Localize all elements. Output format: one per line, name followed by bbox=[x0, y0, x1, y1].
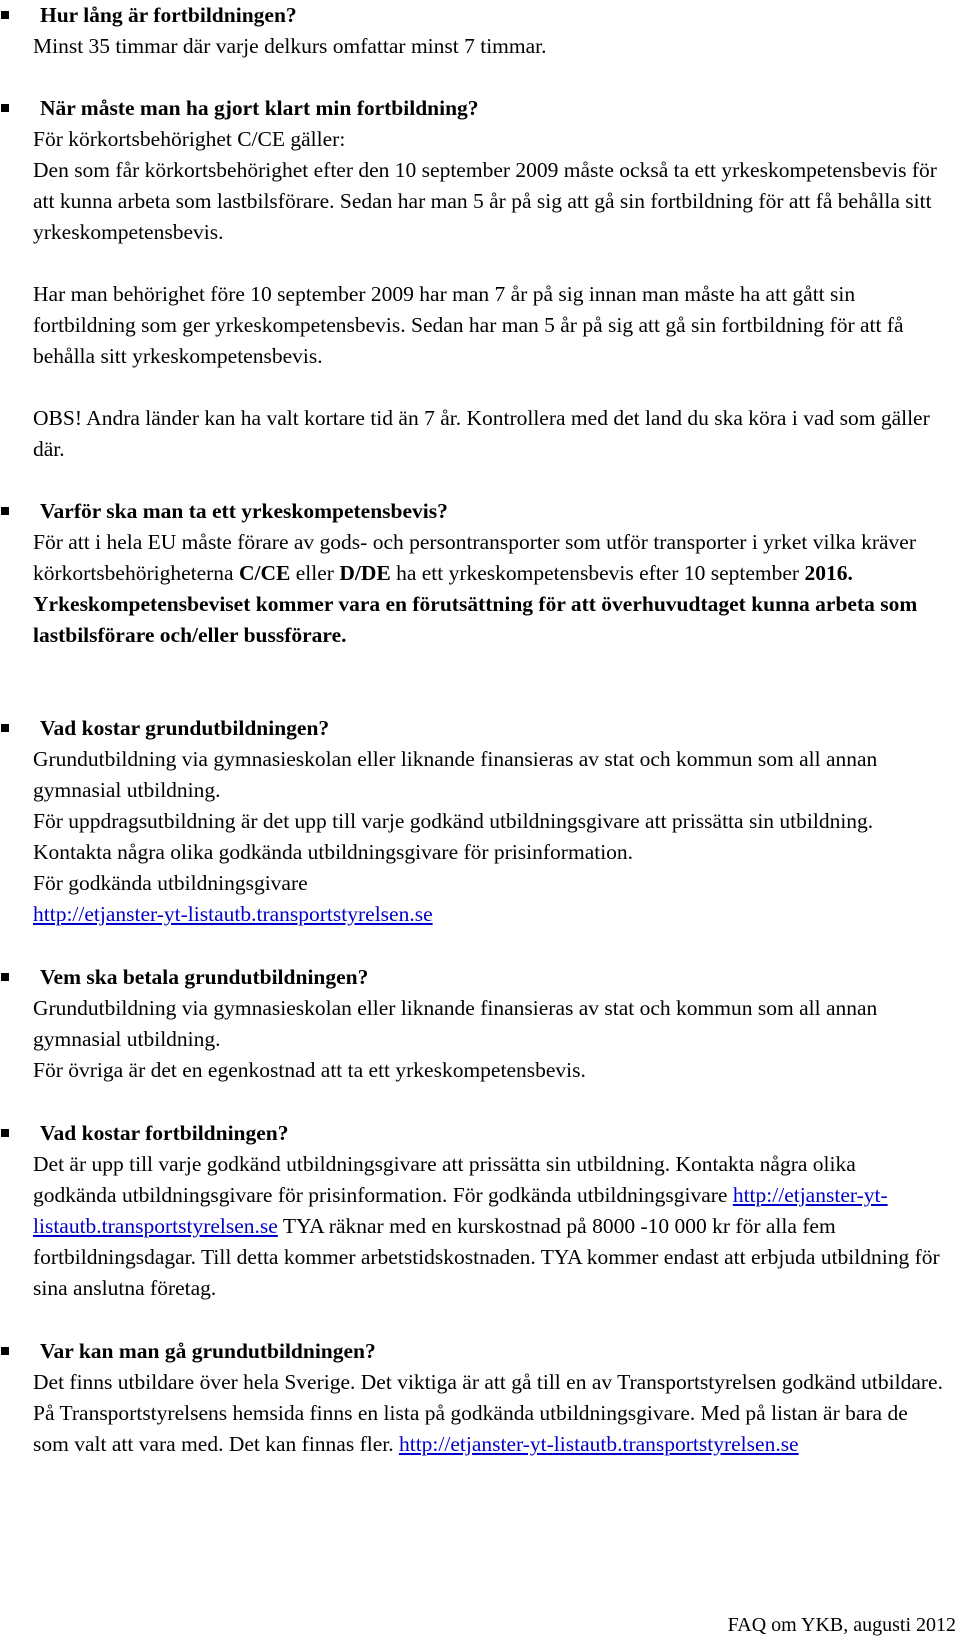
faq-answer bbox=[0, 527, 943, 651]
faq-question-text: Vad kostar grundutbildningen? bbox=[40, 716, 330, 740]
faq-question bbox=[0, 496, 960, 527]
provider-list-link[interactable]: http://etjanster-yt-listautb.transportstyrelsen.se bbox=[33, 1183, 888, 1238]
faq-item-deadline bbox=[0, 93, 960, 465]
answer-paragraph: OBS! Andra länder kan ha valt kortare tid än 7 år. Kontrollera med det land du ska köra i vad som gäller där. bbox=[33, 406, 930, 461]
bullet-square-icon bbox=[1, 973, 9, 981]
answer-paragraph: För uppdragsutbildning är det upp till varje godkänd utbildningsgivare att prissätta sin utbildning. Kontakta några olika godkända utbildningsgivare för prisinformation. bbox=[33, 809, 874, 864]
license-class-text: D/DE bbox=[339, 561, 391, 585]
answer-text: Det är upp till varje godkänd utbildningsgivare att prissätta sin utbildning. Kontakta några olika godkända utbildningsgivare för prisinformation. För godkända utbildningsgivare bbox=[33, 1152, 856, 1207]
answer-paragraph bbox=[33, 1367, 943, 1460]
answer-text: TYA räknar med en kurskostnad på 8000 -10 000 kr för alla fem fortbildningsdagar. Till detta kommer arbetstidskostnaden. TYA kommer endast att erbjuda utbildning för sina anslutna företag. bbox=[33, 1214, 940, 1300]
faq-question-text: Hur lång är fortbildningen? bbox=[40, 3, 297, 27]
answer-text: ha ett yrkeskompetensbevis efter 10 september bbox=[390, 561, 805, 585]
faq-answer bbox=[0, 1149, 943, 1304]
page-footer: FAQ om YKB, augusti 2012 bbox=[727, 1614, 956, 1636]
faq-question bbox=[0, 713, 960, 744]
bullet-square-icon bbox=[1, 104, 9, 112]
bullet-square-icon bbox=[1, 1347, 9, 1355]
faq-item-basic-cost bbox=[0, 713, 960, 930]
faq-question-text: Varför ska man ta ett yrkeskompetensbevis? bbox=[40, 499, 448, 523]
faq-answer bbox=[0, 1367, 943, 1460]
faq-item-further-cost bbox=[0, 1118, 960, 1304]
faq-answer bbox=[0, 744, 943, 930]
answer-paragraph: Har man behörighet före 10 september 2009 har man 7 år på sig innan man måste ha att gått sin fortbildning som ger yrkeskompetensbevis. Sedan har man 5 år på sig att gå sin fortbildning för att få behålla sitt yrkeskompetensbevis. bbox=[33, 282, 904, 368]
bullet-square-icon bbox=[1, 1129, 9, 1137]
faq-question-text: Vad kostar fortbildningen? bbox=[40, 1121, 289, 1145]
faq-question bbox=[0, 962, 960, 993]
bullet-square-icon bbox=[1, 11, 9, 19]
faq-question bbox=[0, 1336, 960, 1367]
answer-paragraph: För övriga är det en egenkostnad att ta ett yrkeskompetensbevis. bbox=[33, 1058, 586, 1082]
faq-question bbox=[0, 0, 960, 31]
answer-paragraph bbox=[33, 1149, 943, 1304]
faq-item-why-certificate bbox=[0, 496, 960, 651]
faq-item-who-pays bbox=[0, 962, 960, 1086]
faq-question bbox=[0, 1118, 960, 1149]
license-class-text: C/CE bbox=[238, 561, 291, 585]
provider-list-link[interactable]: http://etjanster-yt-listautb.transportstyrelsen.se bbox=[33, 902, 433, 926]
answer-paragraph: Den som får körkortsbehörighet efter den 10 september 2009 måste också ta ett yrkeskompetensbevis för att kunna arbeta som lastbilsförare. Sedan har man 5 år på sig att gå sin fortbildning för att få behålla sitt yrkeskompetensbevis. bbox=[33, 158, 937, 244]
answer-paragraph: För godkända utbildningsgivare bbox=[33, 871, 308, 895]
faq-question-text: Var kan man gå grundutbildningen? bbox=[40, 1339, 376, 1363]
faq-question bbox=[0, 93, 960, 124]
answer-text: Det finns utbildare över hela Sverige. Det viktiga är att gå till en av Transportstyrelsen godkänd utbildare. På Transportstyrelsens hemsida finns en lista på godkända utbildningsgivare. Med på listan är bara de som valt att vara med. Det kan finnas fler. bbox=[33, 1370, 943, 1456]
answer-paragraph: Grundutbildning via gymnasieskolan eller liknande finansieras av stat och kommun som all annan gymnasial utbildning. bbox=[33, 996, 878, 1051]
answer-text: För att i hela EU måste förare av gods- och persontransporter som utför transporter i yrket vilka kräver körkortsbehörigheterna bbox=[33, 530, 917, 585]
answer-paragraph bbox=[33, 527, 943, 651]
faq-question-text: När måste man ha gjort klart min fortbildning? bbox=[40, 96, 479, 120]
faq-answer bbox=[0, 993, 943, 1086]
answer-paragraph: Grundutbildning via gymnasieskolan eller liknande finansieras av stat och kommun som all annan gymnasial utbildning. bbox=[33, 747, 878, 802]
bullet-square-icon bbox=[1, 724, 9, 732]
bullet-square-icon bbox=[1, 507, 9, 515]
faq-answer bbox=[0, 31, 943, 62]
provider-list-link[interactable]: http://etjanster-yt-listautb.transportstyrelsen.se bbox=[398, 1432, 799, 1456]
emphasis-text: 2016. Yrkeskompetensbeviset kommer vara en förutsättning för att överhuvudtaget kunna arbeta som lastbilsförare och/eller bussförare. bbox=[33, 561, 918, 647]
faq-item-where-training bbox=[0, 1336, 960, 1460]
answer-text: Minst 35 timmar där varje delkurs omfattar minst 7 timmar. bbox=[33, 34, 547, 58]
answer-paragraph: För körkortsbehörighet C/CE gäller: bbox=[33, 127, 346, 151]
faq-item-course-length bbox=[0, 0, 960, 62]
faq-question-text: Vem ska betala grundutbildningen? bbox=[40, 965, 369, 989]
faq-answer bbox=[0, 124, 943, 465]
answer-text: eller bbox=[290, 561, 340, 585]
